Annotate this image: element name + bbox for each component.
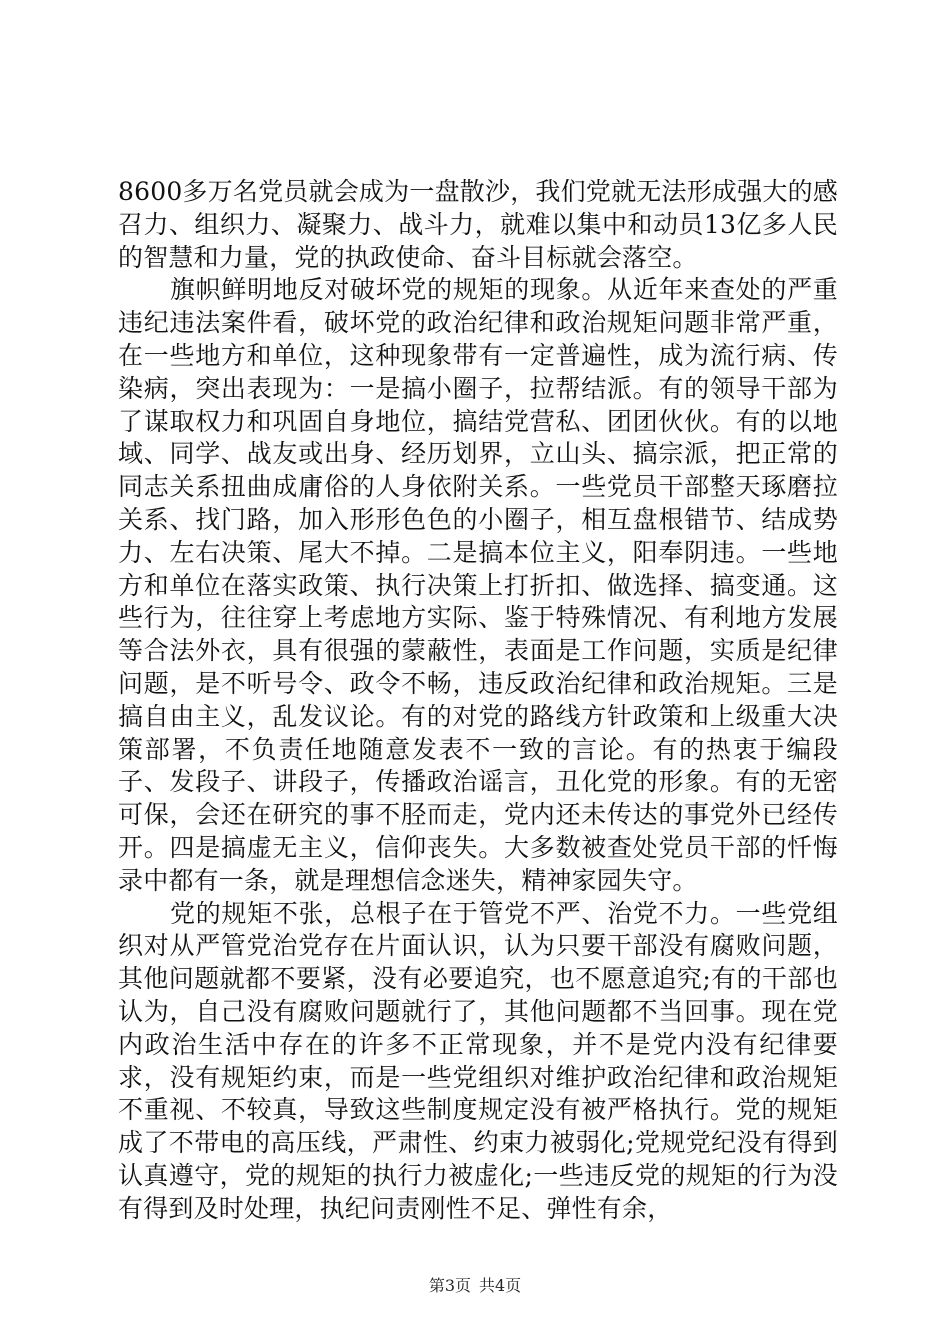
paragraph-2: 旗帜鲜明地反对破坏党的规矩的现象。从近年来查处的严重违纪违法案件看，破坏党的政治纪律和政治规矩问题非常严重，在一些地方和单位，这种现象带有一定普遍性，成为流行病、传染病，突出表现为：一是搞小圈子，拉帮结派。有的领导干部为了谋取权力和巩固自身地位，搞结党营私、团团伙伙。有的以地域、同学、战友或出身、经历划界，立山头、搞宗派，把正常的同志关系扭曲成庸俗的人身依附关系。一些党员干部整天琢磨拉关系、找门路，加入形形色色的小圈子，相互盘根错节、结成势力、左右决策、尾大不掉。二是搞本位主义，阳奉阴违。一些地方和单位在落实政策、执行决策上打折扣、做选择、搞变通。这些行为，往往穿上考虑地方实际、鉴于特殊情况、有利地方发展等合法外衣，具有很强的蒙蔽性，表面是工作问题，实质是纪律问题，是不听号令、政令不畅，违反政治纪律和政治规矩。三是搞自由主义，乱发议论。有的对党的路线方针政策和上级重大决策部署，不负责任地随意发表不一致的言论。有的热衷于编段子、发段子、讲段子，传播政治谣言，丑化党的形象。有的无密可保，会还在研究的事不胫而走，党内还未传达的事党外已经传开。四是搞虚无主义，信仰丧失。大多数被查处党员干部的忏悔录中都有一条，就是理想信念迷失，精神家园失守。 <box>118 275 838 895</box>
page-number: 第3页 <box>428 1276 471 1295</box>
paragraph-3: 党的规矩不张，总根子在于管党不严、治党不力。一些党组织对从严管党治党存在片面认识，认为只要干部没有腐败问题，其他问题就都不要紧，没有必要追究，也不愿意追究;有的干部也认为，自己没有腐败问题就行了，其他问题都不当回事。现在党内政治生活中存在的许多不正常现象，并不是党内没有纪律要求，没有规矩约束，而是一些党组织对维护政治纪律和政治规矩不重视、不较真，导致这些制度规定没有被严格执行。党的规矩成了不带电的高压线，严肃性、约束力被弱化;党规党纪没有得到认真遵守，党的规矩的执行力被虚化;一些违反党的规矩的行为没有得到及时处理，执纪问责刚性不足、弹性有余， <box>118 898 838 1223</box>
document-body <box>118 176 838 1226</box>
page-total: 共4页 <box>479 1276 522 1295</box>
paragraph-1: 8600多万名党员就会成为一盘散沙，我们党就无法形成强大的感召力、组织力、凝聚力、战斗力，就难以集中和动员13亿多人民的智慧和力量，党的执政使命、奋斗目标就会落空。 <box>118 177 838 272</box>
page-footer <box>0 1276 950 1296</box>
